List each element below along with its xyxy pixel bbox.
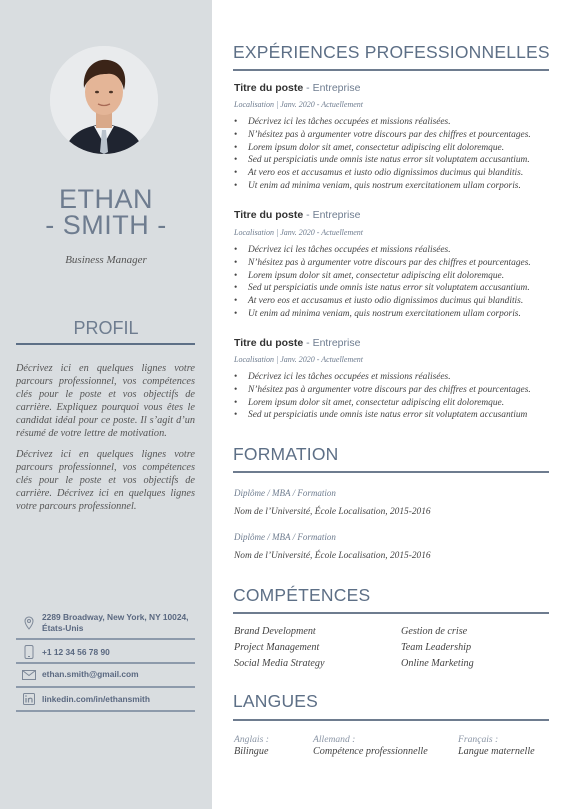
- language-level: Langue maternelle: [458, 746, 535, 757]
- profil-paragraph-2: Décrivez ici en quelques lignes votre parcours professionnel, vos compétences clés pour le poste et vos objectifs de carrière. Décrivez ici en quelques lignes votre parcours professionnel.: [16, 449, 195, 512]
- job-3-bullets: [234, 371, 531, 422]
- list-item: • Décrivez ici les tâches occupées et missions réalisées.: [234, 371, 531, 384]
- contact-divider: [16, 662, 195, 664]
- language-level: Compétence professionnelle: [313, 746, 428, 757]
- list-item: • N’hésitez pas à argumenter votre discours par des chiffres et pourcentages.: [234, 384, 531, 397]
- languages-heading: LANGUES: [233, 691, 319, 711]
- language-name: Allemand :: [313, 734, 356, 745]
- contact-phone: [16, 645, 195, 659]
- list-item: • Décrivez ici les tâches occupées et missions réalisées.: [234, 244, 531, 257]
- job-1-location-date: Localisation | Janv. 2020 - Actuellement: [234, 100, 363, 109]
- list-item: • Ut enim ad minima veniam, quis nostrum exercitationem ullam corporis.: [234, 308, 531, 321]
- profile-photo: [50, 46, 158, 154]
- contact-address: [16, 612, 195, 634]
- skill-item: Social Media Strategy: [234, 658, 325, 669]
- sidebar: [0, 0, 212, 809]
- job-2-bullets: [234, 244, 531, 321]
- skill-item: Project Management: [234, 642, 320, 653]
- linkedin-url[interactable]: linkedin.com/in/ethansmith: [42, 693, 150, 704]
- list-item: • Lorem ipsum dolor sit amet, consectetur adipiscing elit doloremque.: [234, 270, 531, 283]
- email-icon: [16, 670, 42, 680]
- experience-divider: [233, 69, 549, 71]
- skills-heading: COMPÉTENCES: [233, 585, 371, 605]
- skill-item: Brand Development: [234, 626, 316, 637]
- list-item: • At vero eos et accusamus et iusto odio dignissimos ducimus qui blanditis.: [234, 167, 531, 180]
- list-item: • Lorem ipsum dolor sit amet, consectetur adipiscing elit doloremque.: [234, 397, 531, 410]
- job-3-title: Titre du poste - Entreprise: [234, 337, 361, 349]
- skill-item: Gestion de crise: [401, 626, 468, 637]
- profil-divider: [16, 343, 195, 345]
- list-item: • Sed ut perspiciatis unde omnis iste natus error sit voluptatem accusantium: [234, 409, 531, 422]
- job-1-bullets: [234, 116, 531, 193]
- profil-heading: PROFIL: [73, 318, 139, 338]
- education-heading: FORMATION: [233, 444, 339, 464]
- profil-paragraph-1: Décrivez ici en quelques lignes votre parcours professionnel, vos compétences clés pour le poste et vos objectifs de carrière. Expliquez pourquoi vous êtes le candidat idéal pour ce poste. Il s’agit d’un résumé de votre lettre de motivation.: [16, 363, 195, 439]
- language-name: Français :: [458, 734, 499, 745]
- portrait-image: [50, 46, 158, 154]
- list-item: • N’hésitez pas à argumenter votre discours par des chiffres et pourcentages.: [234, 129, 531, 142]
- list-item: • N’hésitez pas à argumenter votre discours par des chiffres et pourcentages.: [234, 257, 531, 270]
- job-2-title: Titre du poste - Entreprise: [234, 209, 361, 221]
- education-divider: [233, 471, 549, 473]
- education-2-school: Nom de l’Université, École Localisation, 2015-2016: [234, 551, 431, 561]
- address-line-1: 2289 Broadway, New York, NY 10024,: [42, 612, 189, 622]
- list-item: • At vero eos et accusamus et iusto odio dignissimos ducimus qui blanditis.: [234, 295, 531, 308]
- job-3-location-date: Localisation | Janv. 2020 - Actuellement: [234, 355, 363, 364]
- job-1-title: Titre du poste - Entreprise: [234, 82, 361, 94]
- first-name: ETHAN: [58, 184, 153, 214]
- contact-linkedin: [16, 693, 195, 705]
- contact-divider: [16, 638, 195, 640]
- list-item: • Sed ut perspiciatis unde omnis iste natus error sit voluptatem accusantium.: [234, 282, 531, 295]
- list-item: • Lorem ipsum dolor sit amet, consectetur adipiscing elit doloremque.: [234, 142, 531, 155]
- skills-divider: [233, 612, 549, 614]
- list-item: • Décrivez ici les tâches occupées et missions réalisées.: [234, 116, 531, 129]
- contact-email: [16, 669, 195, 680]
- last-name: - SMITH -: [45, 210, 167, 240]
- email-address[interactable]: ethan.smith@gmail.com: [42, 669, 139, 679]
- education-2-degree: Diplôme / MBA / Formation: [234, 532, 336, 542]
- address-line-2: États-Unis: [42, 623, 84, 633]
- list-item: • Sed ut perspiciatis unde omnis iste natus error sit voluptatem accusantium.: [234, 154, 531, 167]
- education-1-school: Nom de l’Université, École Localisation, 2015-2016: [234, 507, 431, 517]
- language-name: Anglais :: [234, 734, 269, 745]
- list-item: • Ut enim ad minima veniam, quis nostrum exercitationem ullam corporis.: [234, 180, 531, 193]
- job-title: Business Manager: [65, 254, 147, 266]
- contact-divider: [16, 710, 195, 712]
- location-icon: [16, 616, 42, 630]
- job-2-location-date: Localisation | Janv. 2020 - Actuellement: [234, 228, 363, 237]
- contact-divider: [16, 686, 195, 688]
- languages-divider: [233, 719, 549, 721]
- linkedin-icon: [16, 693, 42, 705]
- education-1-degree: Diplôme / MBA / Formation: [234, 488, 336, 498]
- experience-heading: EXPÉRIENCES PROFESSIONNELLES: [233, 42, 550, 62]
- language-level: Bilingue: [234, 746, 269, 757]
- phone-icon: [16, 645, 42, 659]
- phone-number[interactable]: +1 12 34 56 78 90: [42, 646, 110, 657]
- skill-item: Online Marketing: [401, 658, 474, 669]
- skill-item: Team Leadership: [401, 642, 472, 653]
